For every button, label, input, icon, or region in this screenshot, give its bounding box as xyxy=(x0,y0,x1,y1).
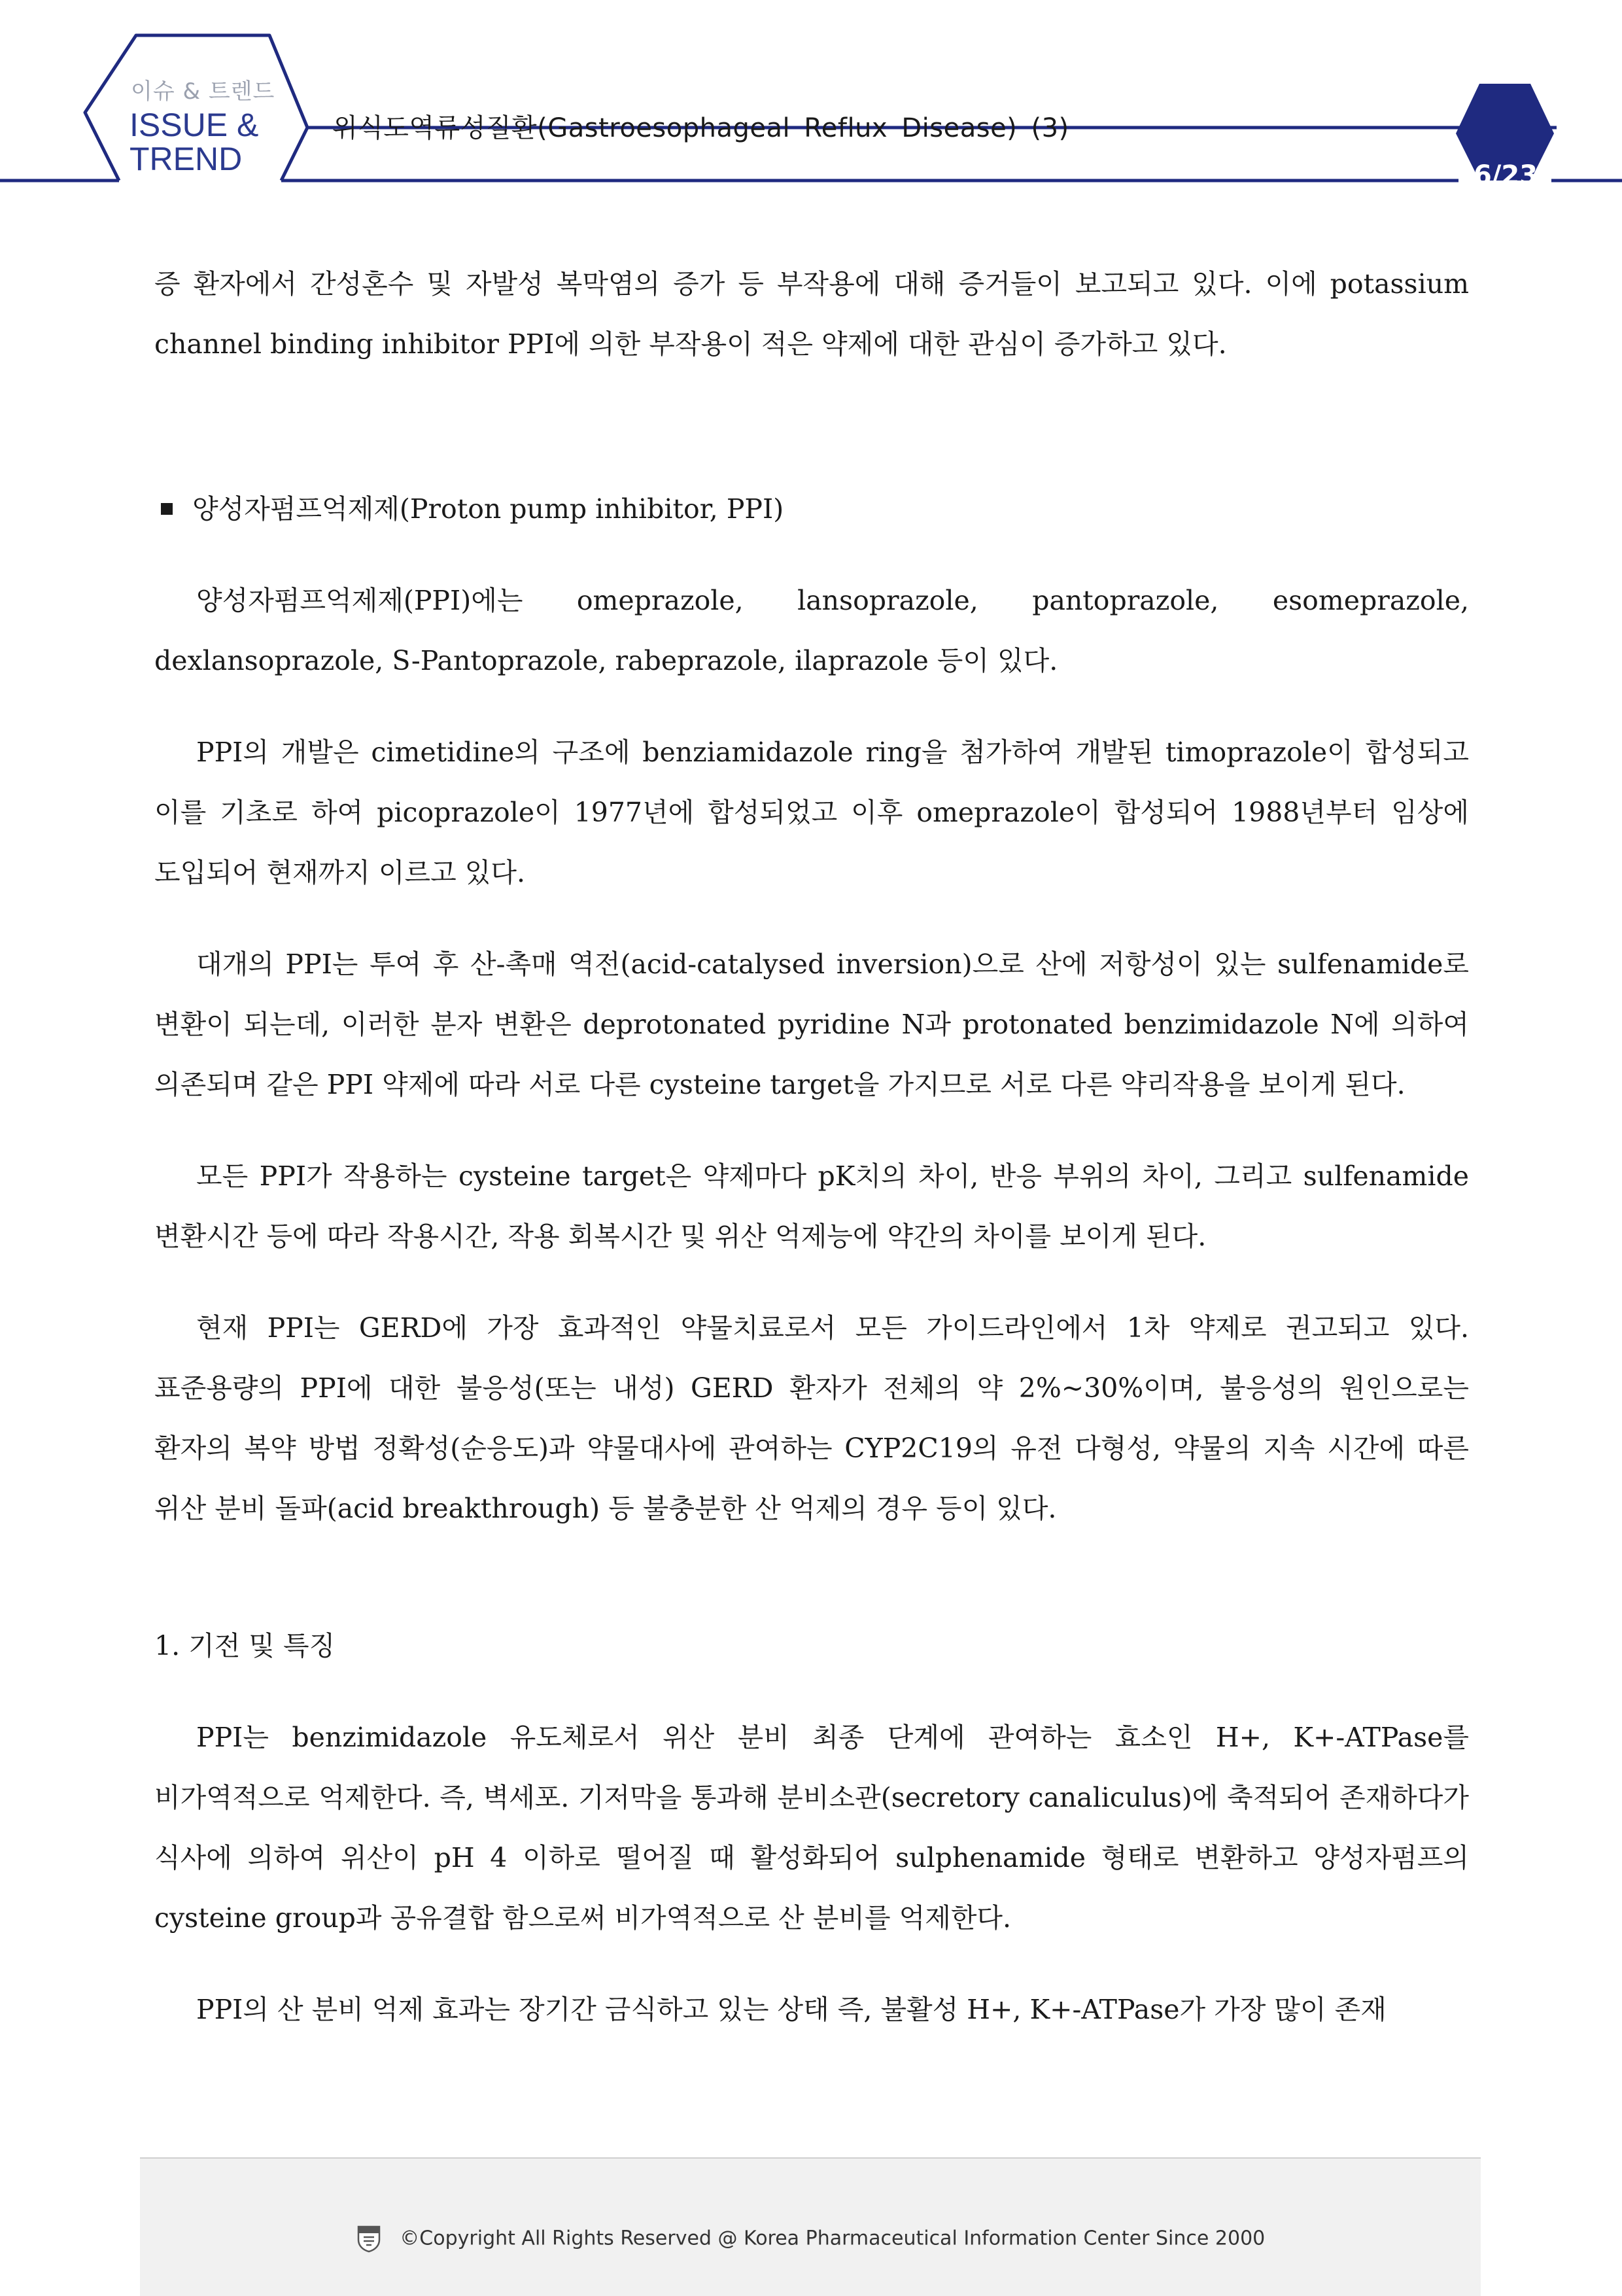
document-body xyxy=(154,254,1469,2040)
kpic-shield-logo-icon xyxy=(356,2224,382,2253)
page-title: 위식도역류성질환(Gastroesophageal Reflux Disease) (3) xyxy=(332,113,1069,143)
paragraph: 대개의 PPI는 투여 후 산-촉매 역전(acid-catalysed inversion)으로 산에 저항성이 있는 sulfenamide로 변환이 되는데, 이러한 분자 변환은 deprotonated pyridine N과 protonated benzimidazole N에 의하여 의존되며 같은 PPI 약제에 따라 서로 다른 cysteine target을 가지므로 서로 다른 약리작용을 보이게 된다. xyxy=(154,948,1469,1100)
section-heading: 1. 기전 및 특징 xyxy=(154,1630,336,1661)
intro-paragraph: 증 환자에서 간성혼수 및 자발성 복막염의 증가 등 부작용에 대해 증거들이 보고되고 있다. 이에 potassium channel binding inhibitor PPI에 의한 부작용이 적은 약제에 대한 관심이 증가하고 있다. xyxy=(154,268,1469,360)
spacer xyxy=(154,1266,1469,1298)
paragraph: PPI의 산 분비 억제 효과는 장기간 금식하고 있는 상태 즉, 불활성 H+, K+-ATPase가 가장 많이 존재 xyxy=(196,1994,1387,2025)
paragraph: PPI는 benzimidazole 유도체로서 위산 분비 최종 단계에 관여하는 효소인 H+, K+-ATPase를 비가역적으로 억제한다. 즉, 벽세포. 기저막을 통과해 분비소관(secretory canaliculus)에 축적되어 존재하다가 식사에 의하여 위산이 pH 4 이하로 떨어질 때 활성화되어 sulphenamide 형태로 변환하고 양성자펌프의 cysteine group과 공유결합 함으로써 비가역적으로 산 분비를 억제한다. xyxy=(154,1722,1469,1934)
badge-trend-label: TREND xyxy=(129,141,243,177)
spacer xyxy=(154,1676,1469,1707)
page-header xyxy=(0,0,1622,216)
header-rule-bottom xyxy=(281,128,307,181)
spacer xyxy=(154,374,1469,479)
page-number: 6/23 xyxy=(1473,160,1538,190)
spacer xyxy=(154,1539,1469,1616)
square-bullet-icon xyxy=(161,503,173,515)
spacer xyxy=(154,1948,1469,1979)
page-footer xyxy=(140,2157,1481,2296)
ppi-heading-text: 양성자펌프억제제(Proton pump inhibitor, PPI) xyxy=(192,493,784,525)
footer-content xyxy=(140,2224,1481,2253)
spacer xyxy=(154,903,1469,934)
spacer xyxy=(154,539,1469,570)
spacer xyxy=(154,1115,1469,1146)
badge-issue-label: ISSUE & xyxy=(129,107,259,143)
copyright-text: ©Copyright All Rights Reserved @ Korea Pharmaceutical Information Center Since 2000 xyxy=(400,2227,1266,2250)
badge-subtitle: 이슈 & 트렌드 xyxy=(131,78,275,105)
paragraph: 양성자펌프억제제(PPI)에는 omeprazole, lansoprazole, pantoprazole, esomeprazole, dexlansoprazole, S-Pantoprazole, rabeprazole, ilaprazole 등이 있다. xyxy=(154,585,1469,676)
paragraph: PPI의 개발은 cimetidine의 구조에 benziamidazole ring을 첨가하여 개발된 timoprazole이 합성되고 이를 기초로 하여 picoprazole이 1977년에 합성되었고 이후 omeprazole이 합성되어 1988년부터 임상에 도입되어 현재까지 이르고 있다. xyxy=(154,737,1469,888)
paragraph: 모든 PPI가 작용하는 cysteine target은 약제마다 pK치의 차이, 반응 부위의 차이, 그리고 sulfenamide 변환시간 등에 따라 작용시간, 작용 회복시간 및 위산 억제능에 약간의 차이를 보이게 된다. xyxy=(154,1160,1469,1252)
paragraph: 현재 PPI는 GERD에 가장 효과적인 약물치료로서 모든 가이드라인에서 1차 약제로 권고되고 있다. 표준용량의 PPI에 대한 불응성(또는 내성) GERD 환자가 전체의 약 2%~30%이며, 불응성의 원인으로는 환자의 복약 방법 정확성(순응도)과 약물대사에 관여하는 CYP2C19의 유전 다형성, 약물의 지속 시간에 따른 위산 분비 돌파(acid breakthrough) 등 불충분한 산 억제의 경우 등이 있다. xyxy=(154,1312,1469,1524)
ppi-heading xyxy=(154,479,1469,539)
spacer xyxy=(154,691,1469,722)
